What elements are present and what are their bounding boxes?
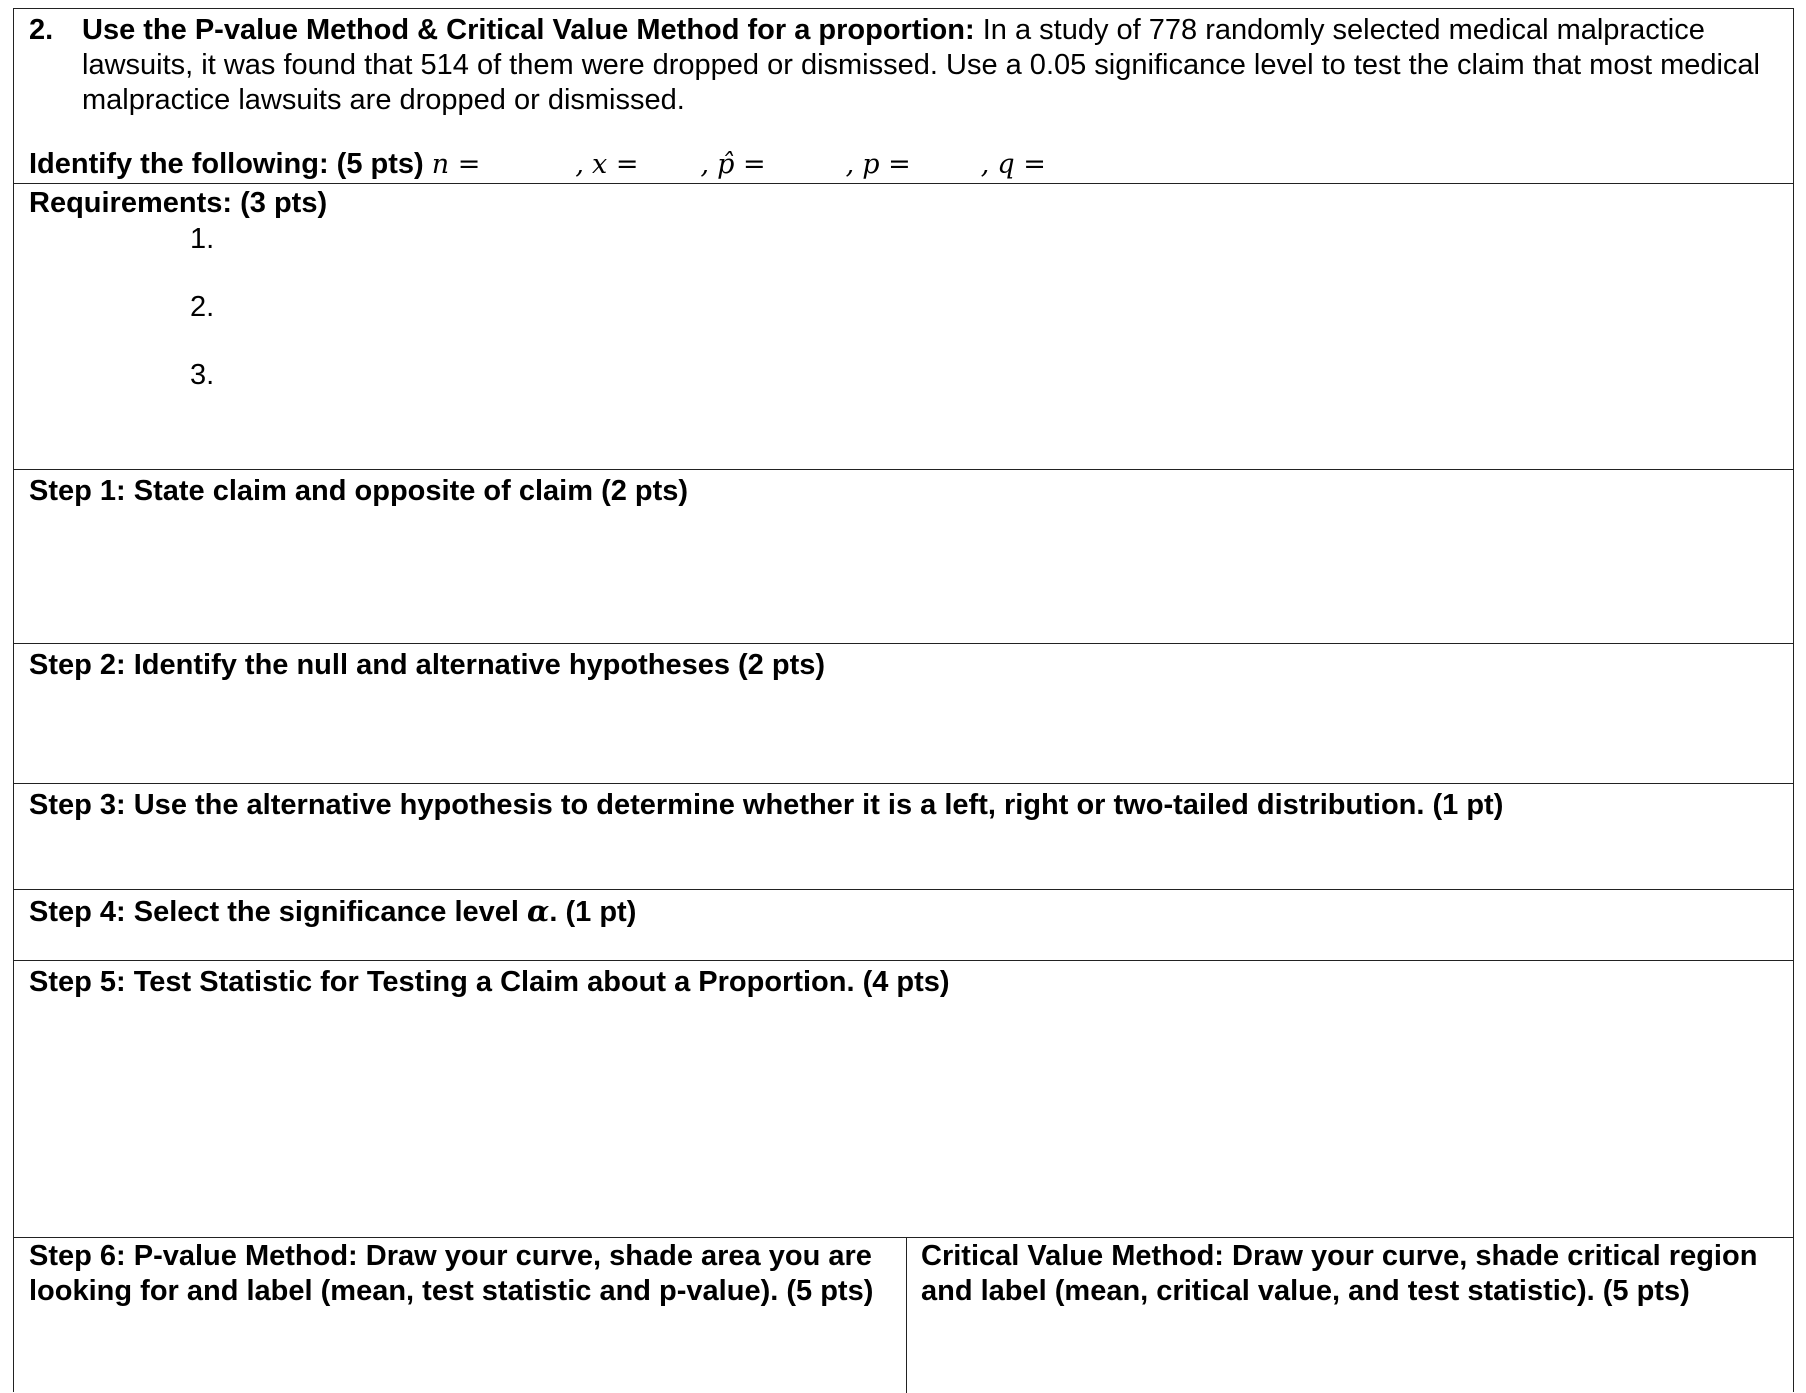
step4-row xyxy=(14,890,1793,961)
step2-heading: Step 2: Identify the null and alternative hypotheses (2 pts) xyxy=(29,649,826,681)
pvalue-method-text: Step 6: P-value Method: Draw your curve, shade area you are looking for and label (mean, test statistic and p-value). (5 pts) xyxy=(29,1240,874,1307)
step4-prefix: Step 4: Select the significance level xyxy=(29,896,528,928)
sep-2: , xyxy=(700,149,710,180)
step5-heading: Step 5: Test Statistic for Testing a Claim about a Proportion. (4 pts) xyxy=(29,966,950,998)
sep-1: , xyxy=(575,149,584,180)
step2-row xyxy=(14,644,1793,784)
problem-number: 2. xyxy=(29,14,54,46)
problem-body: In a study of 778 randomly selected medical malpractice lawsuits, it was found that 514 of them were dropped or dismissed. Use a 0.05 significance level to test the claim that most medical malpractice lawsuits are dropped or dismissed. xyxy=(82,14,1760,116)
step4-heading xyxy=(29,894,636,930)
step6-row xyxy=(14,1238,1793,1393)
requirements-heading: Requirements: (3 pts) xyxy=(29,187,328,219)
problem-title: Use the P-value Method & Critical Value Method for a proportion: xyxy=(82,14,975,46)
var-p-hat: p̂ = xyxy=(717,149,766,180)
step3-row xyxy=(14,784,1793,890)
var-p: p = xyxy=(862,149,911,180)
pvalue-method-cell xyxy=(14,1238,907,1393)
sep-3: , xyxy=(845,149,855,180)
step1-heading: Step 1: State claim and opposite of claim (2 pts) xyxy=(29,475,689,507)
step4-suffix: . (1 pt) xyxy=(549,896,637,928)
alpha-symbol: α xyxy=(527,894,550,928)
requirement-item-3: 3. xyxy=(190,359,215,391)
var-x: x = xyxy=(592,149,639,180)
critical-value-method-cell xyxy=(907,1238,1793,1393)
step5-row xyxy=(14,961,1793,1238)
worksheet-table xyxy=(13,8,1794,1392)
identify-line xyxy=(29,147,1106,182)
var-q: q = xyxy=(997,149,1046,180)
step1-row xyxy=(14,470,1793,644)
sep-4: , xyxy=(980,149,990,180)
requirement-item-1: 1. xyxy=(190,223,215,255)
requirements-row xyxy=(14,184,1793,470)
requirements-list xyxy=(190,222,214,426)
var-n: n = xyxy=(431,149,481,180)
problem-row xyxy=(14,9,1793,184)
step3-heading: Step 3: Use the alternative hypothesis to determine whether it is a left, right or two-tailed distribution. (1 pt) xyxy=(29,789,1504,821)
identify-label: Identify the following: (5 pts) xyxy=(29,148,432,180)
requirement-item-2: 2. xyxy=(190,291,215,323)
problem-statement xyxy=(82,13,1772,118)
critical-value-method-text: Critical Value Method: Draw your curve, shade critical region and label (mean, critical value, and test statistic). (5 pts) xyxy=(921,1240,1758,1307)
